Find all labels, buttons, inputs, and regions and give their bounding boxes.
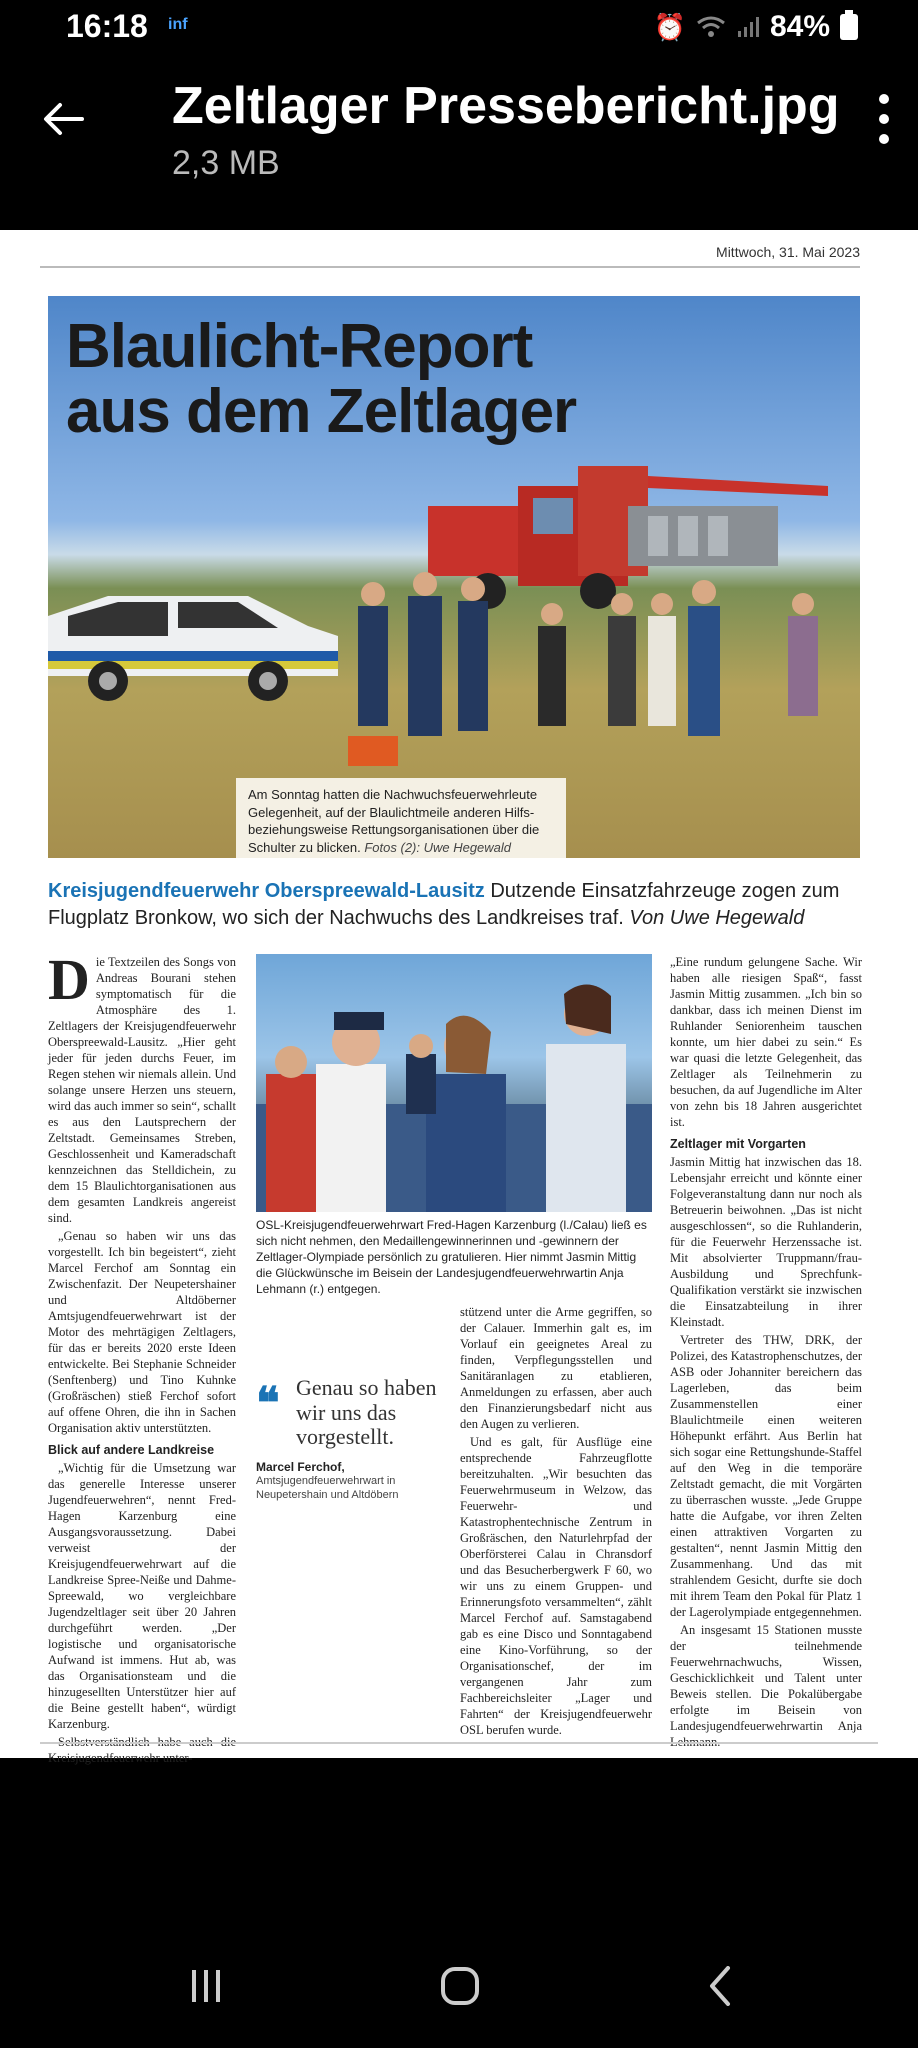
viewer-app-bar	[0, 56, 918, 228]
article-column-1	[48, 947, 236, 1768]
medal-photo-caption: OSL-Kreisjugendfeuerwehrwart Fred-Hagen Karzenburg (l./Calau) ließ es sich nicht nehmen, den Medaillengewinnerinnen und -gewinnern der Zeltlager-Olympiade persönlich zu gratulieren. Hier nimmt Jasmin Mittig die Glückwünsche im Beisein der Landesjugendfeuerwehrwartin Anja Lehmann (r.) entgegen.	[256, 1218, 647, 1296]
system-icons	[654, 10, 858, 44]
quote-text: Genau so haben wir uns das vorgestellt.	[296, 1375, 437, 1450]
back-arrow-icon[interactable]	[42, 96, 86, 150]
quote-name: Marcel Ferchof,	[256, 1459, 345, 1474]
headline	[66, 312, 577, 447]
lead-paragraph	[48, 878, 868, 932]
medal-ceremony-photo	[256, 954, 652, 1212]
column4-paragraph-3: Vertreter des THW, DRK, der Polizei, des Katastrophenschutzes, der ASB oder Johanniter bereichern das Lagerleben, das beim Zusammenstellen einer Blaulichtmeile einen weiteren Höhepunkt erfährt. Aus Berlin hat sich sogar eine Rettungshunde-Staffel auf den Weg in die temporäre Zeltstadt gemacht, die mit Vorgärten zu überraschen wusste. „Jede Gruppe hatte die Aufgabe, vor ihren Zelten einen attraktiven Vorgarten zu gestalten“, nennt Jasmin Mittig den Zusammenhang. Und das mit strahlendem Gesicht, durfte sie doch mit ihrem Team den Pokal für Platz 1 der Lagerolympiade entgegennehmen.	[670, 1333, 862, 1619]
file-size: 2,3 MB	[172, 144, 280, 182]
column3-paragraph-2: Und es galt, für Ausflüge eine entsprechende Fahrzeugflotte bereitzuhalten. „Wir besuchten das Feuerwehrmuseum in Welzow, das Feuerwehr- und Katastrophentechnische Zentrum in Großräschen, den Naturlehrpfad der Oberförsterei Calau in Chransdorf und das Besucherbergwerk F 60, wo wir uns zu einem Gruppen- und Erinnerungsfoto versammelten“, zählt Marcel Ferchof auf. Samstagabend gab es eine Disco und Sonntagabend eine Kino-Vorführung, so der Organisationschef, der im vergangenen Jahr zum Fachbereichsleiter „Lager und Fahrten“ der Kreisjugendfeuerwehr OSL berufen wurde.	[460, 1435, 652, 1737]
alarm-icon: ⏰	[653, 11, 686, 42]
article-date: Mittwoch, 31. Mai 2023	[716, 244, 860, 260]
more-options-icon[interactable]	[870, 94, 898, 144]
header-rule	[40, 266, 860, 268]
hero-caption-text: Am Sonntag hatten die Nachwuchsfeuerwehrleute Gelegenheit, auf der Blaulichtmeile anderen Hilfs-beziehungsweise Rettungsorganisationen über die Schulter zu blicken.	[248, 787, 540, 855]
recents-icon[interactable]	[186, 1966, 226, 2011]
quote-role: Amtsjugendfeuerwehrwart in Neupetershain und Altdöbern	[256, 1474, 399, 1502]
system-navigation-bar	[0, 1940, 918, 2040]
battery-percent: 84%	[769, 10, 830, 43]
lead-kicker: Kreisjugendfeuerwehr Oberspreewald-Lausitz	[48, 880, 485, 902]
status-bar	[0, 0, 918, 56]
column4-paragraph-4: An insgesamt 15 Stationen musste der teilnehmende Feuerwehrnachwuchs, Wissen, Geschicklichkeit und Talent unter Beweis stellen. Die Pokalübergabe erfolgte im Beisein von Landesjugendfeuerwehrwartin Anja	[670, 1623, 862, 1733]
dropcap: D	[48, 947, 90, 1012]
headline-line-1: Blaulicht-Report	[66, 312, 533, 381]
wifi-icon	[696, 15, 726, 39]
column4-paragraph-1: „Eine rundum gelungene Sache. Wir haben alle riesigen Spaß“, fasst Jasmin Mittig zusammen. „Ich bin so dankbar, dass ich meinen Dienst im Ruhlander Seniorenheim tauschen konnte, um hier dabei zu sein.“ Es war quasi die letzte Gelegenheit, das Zeltlager als Teilnehmerin zu besuchen, da auf Jugendliche im Alter von zehn bis 18 Jahren ausgerichtet ist.	[670, 955, 862, 1129]
police-car-illustration	[48, 566, 348, 706]
quote-mark-icon: ❝	[256, 1379, 280, 1428]
medal-ceremony-illustration	[256, 954, 652, 1212]
column3-paragraph-1: stützend unter die Arme gegriffen, so der Calauer. Immerhin galt es, im Vorlauf ein geeignetes Areal zu finden, Verpflegungsstellen und Sanitäranlagen zu etablieren, Anmeldungen zu erfassen, aber auch den Finanzierungsbedarf nicht aus den Augen zu verlieren.	[460, 1305, 652, 1431]
column4-paragraph-2: Jasmin Mittig hat inzwischen das 18. Lebensjahr erreicht und könnte einer Folgeveranstaltung dann nur noch als Betreuerin beiwohnen. „Das ist nicht ausgeschlossen“, so die Ruhlanderin, für die Feuerwehr Herzenssache ist. Mit absolvierter Truppmann/frau-Ausbildung und Sprechfunk-Qualifikation verstärkt sie inzwischen die Einsatzabteilung in ihrer Kleinstadt.	[670, 1155, 862, 1329]
subheading-vorgarten: Zeltlager mit Vorgarten	[670, 1137, 806, 1151]
photo-credit: Fotos (2): Uwe Hegewald	[364, 839, 512, 855]
battery-icon	[840, 14, 858, 40]
signal-icon	[736, 15, 760, 39]
network-indicator: inf	[168, 16, 188, 33]
back-nav-icon[interactable]	[700, 1966, 740, 2011]
pull-quote	[256, 1376, 446, 1502]
crowd-illustration	[348, 546, 860, 786]
column1-paragraph-3: „Wichtig für die Umsetzung war das generelle Interesse unserer Jugendfeuerwehren“, nennt Fred-Hagen Karzenburg eine Ausgangsvoraussetzung. Dabei verweist der Kreisjugendfeuerwehrwart auf die Landkreise Spree-Neiße und Dahme-Spreewald, wo vergleichbare Jugendzeltlager seit über 20 Jahren durchgeführt werden. „Der logistische und organisatorische Aufwand ist immens. Hut ab, was das Organisationsteam und die hinzugesellten Unterstützer hier auf die Beine gestellt haben“, würdigt Karzenburg.	[48, 1461, 236, 1731]
footer-rule	[40, 1742, 878, 1744]
column1-paragraph-2: „Genau so haben wir uns das vorgestellt. Ich bin begeistert“, zieht Marcel Ferchof am Sonntag ein Zwischenfazit. Der Neupetershainer und Altdöberner Amtsjugendfeuerwehrwart ist der Motor des mehrtägigen Zeltlagers, für das er bereits 2020 erste Ideen entwickelte. Bei Stephanie Schneider (Senftenberg) und Tino Kuhnke (Großräschen) stieß Ferchof sofort auf offene Ohren, die ihn in Sachen Organisation aktiv unterstützten.	[48, 1229, 236, 1435]
clock: 16:18	[66, 8, 148, 44]
article-column-4	[670, 954, 862, 1752]
lead-author: Von Uwe Hegewald	[623, 907, 805, 929]
subheading-landkreise: Blick auf andere Landkreise	[48, 1443, 215, 1457]
article-column-3	[460, 1304, 652, 1740]
hero-photo	[48, 296, 860, 858]
home-icon[interactable]	[440, 1966, 480, 2011]
column1-paragraph-1: ie Textzeilen des Songs von Andreas Bourani stehen symptomatisch für die Atmosphäre des 1. Zeltlagers der Kreisjugendfeuerwehr Oberspreewald-Lausitz. „Hier geht jeder für jeden durchs Feuer, im Regen stehen wir niemals allein. Und solange unsere Herzen uns steuern, wird das auch immer so sein“, schallt es aus den Lautsprechern der Zeltstadt. Gemeinsames Streben, Geschlossenheit und Kameradschaft kennzeichnen das Stelldichein, zu dem 15 Blaulichtorganisationen aus dem gesamten Landkreis angereist sind.	[48, 955, 236, 1225]
hero-caption	[236, 778, 566, 858]
file-title: Zeltlager Pressebericht.jpg	[172, 77, 840, 135]
headline-line-2: aus dem Zeltlager	[66, 377, 577, 447]
column1-paragraph-4: Kreisjugendfeuerwehr unter-	[48, 1751, 193, 1765]
lead-text: Dutzende Einsatzfahrzeuge zogen zum Flugplatz Bronkow, wo sich der Nachwuchs des Landkreises traf.	[48, 880, 840, 929]
newspaper-image[interactable]	[0, 230, 918, 1765]
